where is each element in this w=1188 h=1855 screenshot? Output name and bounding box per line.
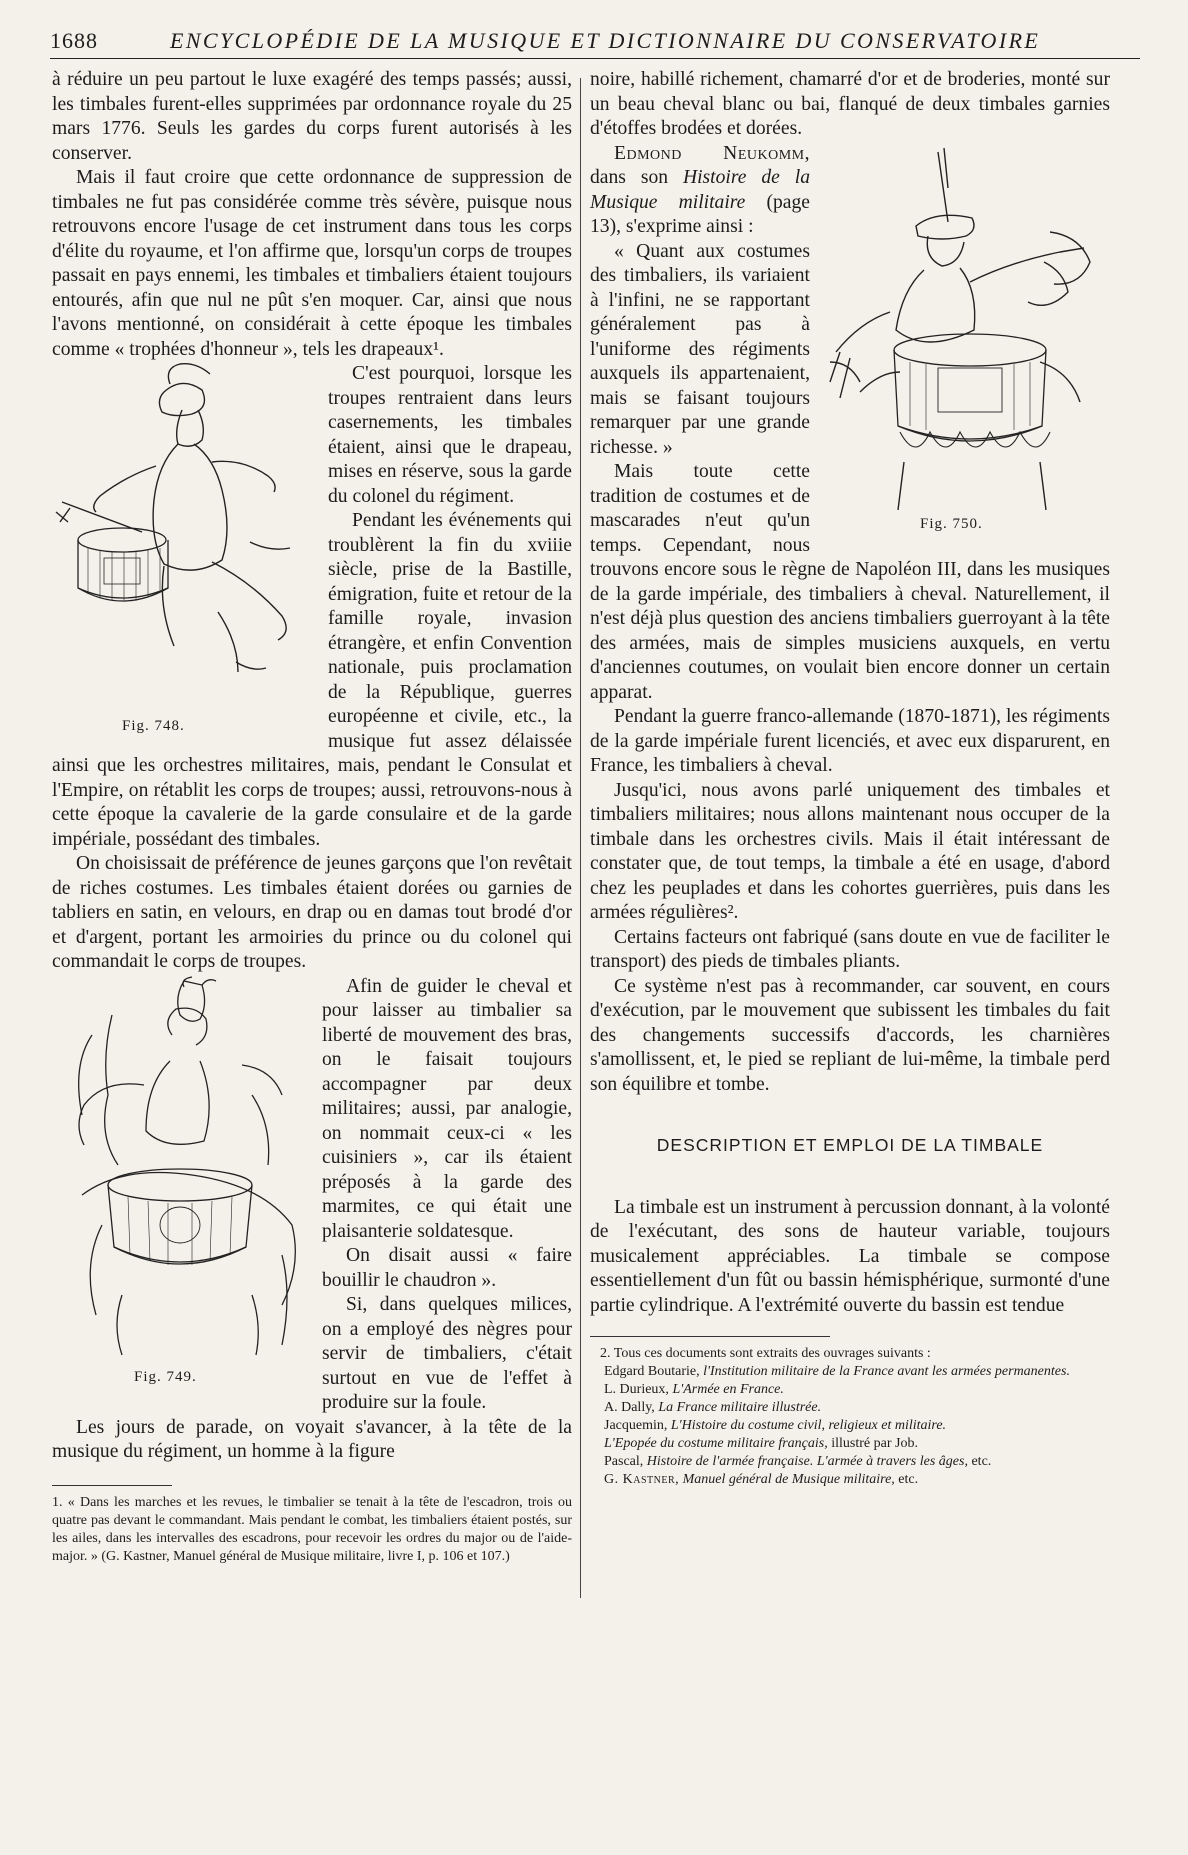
footnote-1: 1. « Dans les marches et les revues, le timbalier se tenait à la tête de l'escadron, trois ou quatre pas devant le commandant. Mais pendant le combat, les timbaliers étaient postés, sur les ailes, dans les intervalles des escadrons, pour recevoir les ordres du major ou de l'aide-major. » (G. Kastner, Manuel général de Musique militaire, livre I, p. 106 et 107.) <box>52 1494 572 1564</box>
timpanist-drawing-749 <box>52 975 310 1367</box>
source-item <box>604 1399 1110 1417</box>
paragraph: Pendant la guerre franco-allemande (1870-1871), les régiments de la garde impériale furent licenciés, et avec eux disparurent, en France, les timbaliers à cheval. <box>590 706 1110 776</box>
author-name: Edmond Neukomm, <box>614 142 810 164</box>
paragraph: Ce système n'est pas à recommander, car souvent, en cours d'exécution, par le mouvement que subissent les timbales du fait des changements successifs d'accords, les charnières s'amollissent, et, le pied se repliant de lui-même, la timbale perd son équilibre et tombe. <box>590 975 1110 1095</box>
figure-caption: Fig. 749. <box>134 1368 197 1385</box>
source-extra: etc. <box>971 1454 992 1469</box>
paragraph: On disait aussi « faire bouillir le chaudron ». <box>322 1245 572 1291</box>
paragraph: Pendant les événements qui troublèrent la fin du xviiie siècle, prise de la Bastille, émigration, fuite et retour de la famille royale, invasion étrangère, et enfin Convention nationale, puis proclamation de la République, guerres européenne et civile, etc., la musique fut assez délaissée ainsi que les orchestres militaires, mais, pendant le Consulat et l'Empire, on rétablit les corps de troupes; aussi, retrouvons-nous à cette époque la cavalerie de la garde consulaire et de la garde impériale, possédant des timbales. <box>52 510 572 850</box>
footnote-rule <box>590 1336 830 1337</box>
footnotes-left <box>52 1494 572 1566</box>
running-title: ENCYCLOPÉDIE DE LA MUSIQUE ET DICTIONNAIRE DU CONSERVATOIRE <box>170 28 1041 53</box>
paragraph: Afin de guider le cheval et pour laisser au timbalier sa liberté de mouvement des bras, on le faisait toujours accompagner par deux militaires; aussi, par analogie, on nommait ceux-ci « les cuisiniers », car ils étaient préposés à la garde des marmites, ce qui était une plaisanterie soldatesque. <box>322 975 572 1242</box>
source-author: A. Dally, <box>604 1400 655 1415</box>
source-item <box>604 1435 1110 1453</box>
paragraph: C'est pourquoi, lorsque les troupes rentraient dans leurs casernements, les timbales étaient, ainsi que le drapeau, mises en réserve, sous la garde du colonel du régiment. <box>328 363 572 507</box>
source-item <box>604 1471 1110 1489</box>
source-extra: illustré par Job. <box>831 1436 918 1451</box>
paragraph: La timbale est un instrument à percussion donnant, à la volonté de l'exécutant, des sons de hauteur variable, toujours musicalement appréciables. La timbale se compose essentiellement d'un fût ou bassin hémisphérique, surmonté d'une partie cylindrique. A l'extrémité ouverte du bassin est tendue <box>590 1196 1110 1316</box>
quotation: « Quant aux costumes des timbaliers, ils variaient à l'infini, ne se rapportant généralement pas à l'uniforme des régiments auxquels ils appartenaient, mais se faisant toujours remarquer par une grande richesse. » <box>590 240 810 458</box>
paragraph: noire, habillé richement, chamarré d'or et de broderies, monté sur un beau cheval blanc ou bai, flanqué de deux timbales garnies d'étoffes brodées et dorées. <box>590 69 1110 139</box>
source-author: Edgard Boutarie, <box>604 1364 700 1379</box>
figure-749 <box>52 975 314 1395</box>
figure-caption: Fig. 750. <box>920 515 983 532</box>
source-work: La France militaire illustrée. <box>658 1400 822 1415</box>
sources-list <box>590 1363 1110 1489</box>
source-work: L'Epopée du costume militaire français, <box>604 1436 828 1451</box>
footnotes-right <box>590 1345 1110 1489</box>
page-number: 1688 <box>50 28 98 53</box>
source-author: Pascal, <box>604 1454 644 1469</box>
paragraph: Si, dans quelques milices, on a employé des nègres pour servir de timbaliers, c'était surtout en vue de l'effet à produire sur la foule. <box>322 1294 572 1413</box>
paragraph: Les jours de parade, on voyait s'avancer, à la tête de la musique du régiment, un homme à la figure <box>52 1416 572 1462</box>
paragraph: On choisissait de préférence de jeunes garçons que l'on revêtait de riches costumes. Les timbales étaient dorées ou garnies de tabliers en satin, en velours, en drap ou en damas tout brodé d'or et d'argent, portant les armoiries du prince ou du colonel qui commandait le corps de troupes. <box>52 853 572 972</box>
right-column <box>590 68 1110 1489</box>
left-column <box>52 68 572 1566</box>
figure-750 <box>820 142 1110 547</box>
column-divider <box>580 78 581 1598</box>
paragraph: Mais il faut croire que cette ordonnance de suppression de timbales ne fut pas considérée comme très sévère, puisque nous retrouvons encore l'usage de cet instrument dans tous les corps d'élite du royaume, et l'on affirme que, lorsqu'un corps de troupes passait en pays ennemi, les timbales et timbaliers étaient toujours entourés, afin que nul ne pût s'en moquer. Car, ainsi que nous l'avons mentionné, on considérait à cette époque les timbales comme « trophées d'honneur », tels les drapeaux¹. <box>52 167 572 360</box>
source-author: G. Kastner, <box>604 1472 680 1487</box>
source-author: Jacquemin, <box>604 1418 668 1433</box>
source-work: Histoire de l'armée française. L'armée à travers les âges, <box>646 1454 968 1469</box>
timpanist-drawing-748 <box>52 362 312 712</box>
paragraph: Mais toute cette tradition de costumes et de mascarades n'eut qu'un temps. Cependant, nous trouvons encore sous le règne de Napoléon III, dans les musiques de la garde impériale, des timbaliers à cheval. Naturellement, il n'est déjà plus question des anciens timbaliers guerroyant à la tête des armées, mais de simples musiciens auxquels, en vertu d'anciennes coutumes, on voulait bien encore donner un certain apparat. <box>590 461 1110 703</box>
figure-748 <box>52 362 320 744</box>
source-item <box>604 1417 1110 1435</box>
source-work: L'Armée en France. <box>672 1382 784 1397</box>
source-item <box>604 1453 1110 1471</box>
source-work: Manuel général de Musique militaire, <box>682 1472 895 1487</box>
source-item <box>604 1381 1110 1399</box>
source-work: L'Histoire du costume civil, religieux et militaire. <box>670 1418 947 1433</box>
paragraph: à réduire un peu partout le luxe exagéré des temps passés; aussi, les timbales furent-elles supprimées par ordonnance royale du 25 mars 1776. Seuls les gardes du corps furent autorisés à les conserver. <box>52 69 572 164</box>
text-span: (page 13), s'exprime ainsi : <box>590 191 810 237</box>
timpanist-drawing-750 <box>820 142 1110 514</box>
footnote-rule <box>52 1485 172 1486</box>
source-item <box>604 1363 1110 1381</box>
paragraph: Certains facteurs ont fabriqué (sans doute en vue de faciliter le transport) des pieds de timbales pliants. <box>590 926 1110 972</box>
source-work: l'Institution militaire de la France avant les armées permanentes. <box>703 1364 1070 1379</box>
source-author: L. Durieux, <box>604 1382 669 1397</box>
footnote-2-intro: 2. Tous ces documents sont extraits des ouvrages suivants : <box>600 1346 931 1361</box>
section-heading: DESCRIPTION ET EMPLOI DE LA TIMBALE <box>656 1135 1044 1155</box>
book-title: Histoire de la Musique militaire <box>590 167 810 213</box>
figure-caption: Fig. 748. <box>122 718 185 734</box>
paragraph: Jusqu'ici, nous avons parlé uniquement des timbales et timbaliers militaires; nous allons maintenant nous occuper de la timbale dans les orchestres civils. Mais il était intéressant de constater que, de tout temps, la timbale a été en usage, d'abord chez les peuplades et dans les cohortes guerrières, puis dans les armées régulières². <box>590 779 1110 923</box>
page-header <box>50 24 1140 59</box>
text-span: dans son <box>590 167 669 188</box>
source-extra: etc. <box>898 1472 919 1487</box>
